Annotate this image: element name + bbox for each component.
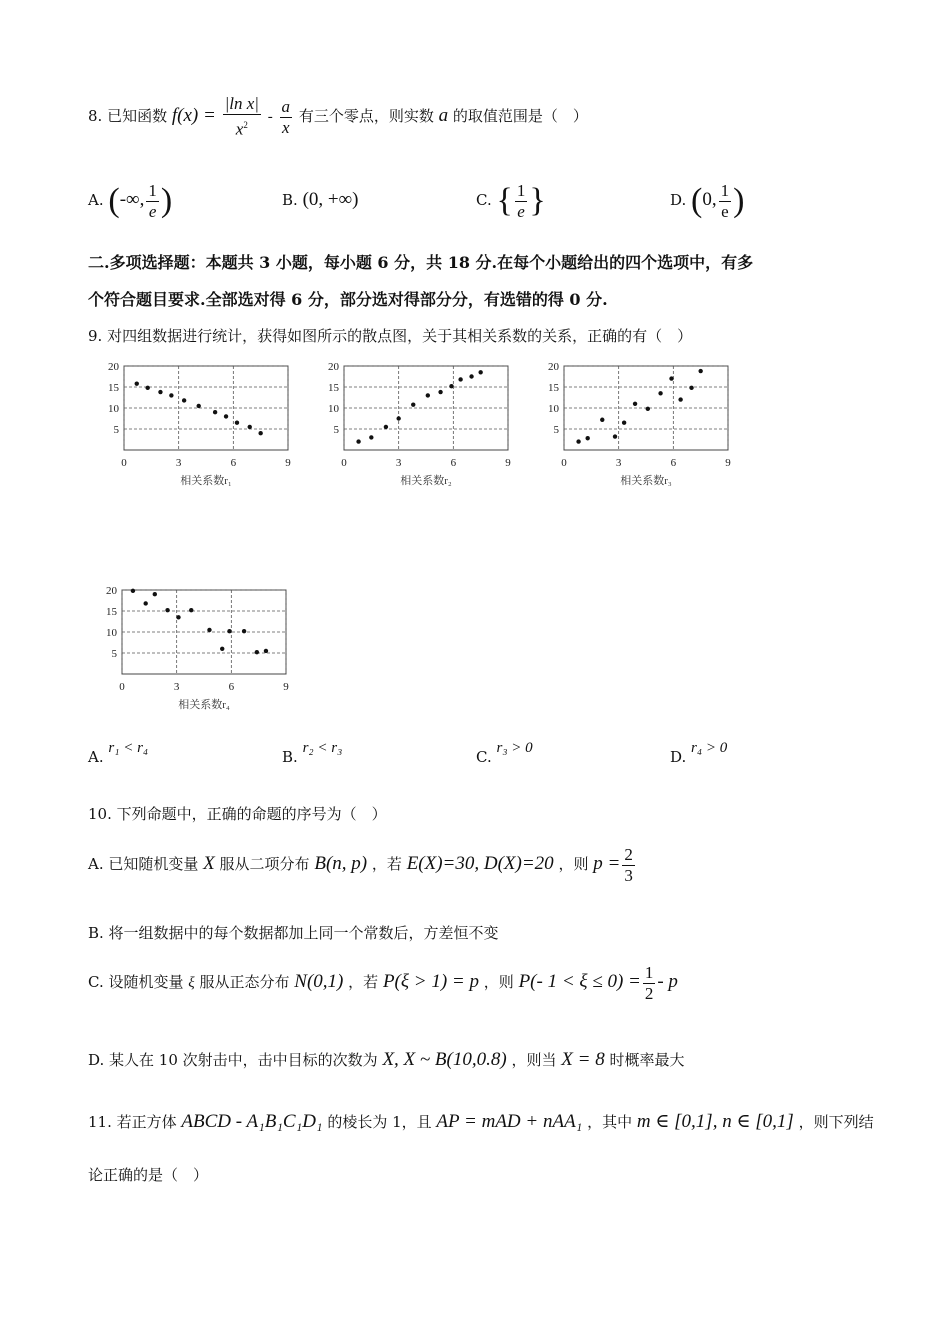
x-tick-label: 3 (175, 457, 182, 469)
y-tick-label: 15 (106, 606, 117, 618)
data-point (242, 629, 246, 633)
x-tick-label: 3 (615, 457, 622, 469)
section2-line2: 个符合题目要求.全部选对得 6 分，部分选对得部分分，有选错的得 0 分. (88, 290, 608, 309)
data-point (646, 407, 650, 411)
y-tick-label: 5 (333, 424, 339, 436)
y-tick-label: 15 (328, 382, 339, 394)
y-tick-label: 5 (111, 648, 117, 660)
data-point (469, 374, 473, 378)
q8-option-b: B. (0, +∞) (282, 189, 359, 210)
q9-option-d: D. r₄ > 0 (670, 740, 728, 766)
data-point (131, 589, 135, 593)
data-point (227, 629, 231, 633)
q11-stem: 11. 若正方体 ABCD - A₁B₁C₁D₁ 的棱长为 1，且 AP = mAD + nAA₁ ，其中 m ∈ [0,1], n ∈ [0,1] ，则下列结 (88, 1111, 874, 1132)
q10-option-c: C. 设随机变量 ξ 服从正态分布 N(0,1) ，若 P(ξ > 1) = p ，则 P(- 1 < ξ ≤ 0) = $\frac{1}{2}$ - p (88, 962, 678, 1003)
q8-option-d: D. (0, $\frac{1}{e}$ ) (670, 180, 745, 221)
x-tick-label: 6 (450, 457, 457, 469)
scatter-svg-3 (538, 356, 738, 488)
data-point (384, 425, 388, 429)
q8-option-c: C. { $\frac{1}{e}$ } (476, 180, 546, 221)
data-point (145, 386, 149, 390)
q8-stem-before: 已知函数 (107, 107, 168, 125)
y-tick-label: 15 (548, 382, 559, 394)
x-tick-label: 0 (121, 457, 127, 469)
q10-option-b: B. 将一组数据中的每个数据都加上同一个常数后，方差恒不变 (88, 924, 499, 942)
data-point (224, 414, 228, 418)
y-tick-label: 5 (553, 424, 559, 436)
data-point (698, 369, 702, 373)
plot-caption: 相关系数r₄ (178, 699, 230, 711)
q8-number: 8. (88, 107, 103, 125)
q8-minus: - (267, 109, 273, 125)
x-tick-label: 0 (119, 681, 125, 693)
y-tick-label: 20 (548, 361, 559, 373)
data-point (600, 418, 604, 422)
data-point (478, 370, 482, 374)
q9-stem: 9. 对四组数据进行统计，获得如图所示的散点图，关于其相关系数的关系，正确的有（ ） (88, 327, 693, 345)
data-point (411, 402, 415, 406)
q8-fraction-ln: $\frac{\text{|ln x|}}{x^2}$ (224, 94, 259, 139)
q9-option-c: C. r₃ > 0 (476, 740, 533, 766)
section2-line1: 二.多项选择题：本题共 3 小题，每小题 6 分，共 18 分.在每个小题给出的四个选项中，有多 (88, 253, 754, 272)
x-tick-label: 9 (285, 457, 291, 469)
data-point (258, 431, 262, 435)
data-point (169, 393, 173, 397)
data-point (585, 436, 589, 440)
data-point (669, 376, 673, 380)
y-tick-label: 5 (113, 424, 119, 436)
y-tick-label: 10 (106, 627, 117, 639)
q8-stem-mid: 有三个零点，则实数 (298, 107, 434, 125)
plot-caption: 相关系数r₃ (620, 475, 672, 487)
data-point (369, 435, 373, 439)
data-point (678, 397, 682, 401)
y-tick-label: 10 (548, 403, 559, 415)
data-point (213, 410, 217, 414)
data-point (135, 381, 139, 385)
y-tick-label: 15 (108, 382, 119, 394)
data-point (449, 384, 453, 388)
plot-caption: 相关系数r₁ (180, 475, 232, 487)
q8-stem-after: 的取值范围是（ ） (452, 107, 588, 125)
q8-option-a: A. (-∞, $\frac{1}{e}$ ) (88, 180, 173, 221)
q10-option-a: A. 已知随机变量 X 服从二项分布 B(n, p) ，若 E(X)=30, D(X)=20 ，则 p = $\frac{2}{3}$ (88, 844, 633, 885)
data-point (689, 386, 693, 390)
data-point (207, 628, 211, 632)
y-tick-label: 20 (328, 361, 339, 373)
q10-stem: 10. 下列命题中，正确的命题的序号为（ ） (88, 805, 387, 823)
data-point (622, 421, 626, 425)
data-point (248, 425, 252, 429)
scatter-plot-2 (318, 356, 518, 488)
y-tick-label: 20 (106, 585, 117, 597)
scatter-plot-4 (96, 580, 296, 712)
scatter-plot-1 (98, 356, 298, 488)
x-tick-label: 3 (395, 457, 402, 469)
x-tick-label: 9 (505, 457, 511, 469)
x-tick-label: 6 (228, 681, 235, 693)
q10-option-d: D. 某人在 10 次射击中，击中目标的次数为 X, X ~ B(10,0.8) ，则当 X = 8 时概率最大 (88, 1049, 685, 1070)
data-point (613, 434, 617, 438)
q8-stem (88, 88, 588, 144)
q9-option-a: A. r₁ < r₄ (88, 740, 149, 766)
x-tick-label: 3 (173, 681, 180, 693)
data-point (255, 650, 259, 654)
data-point (426, 393, 430, 397)
data-point (143, 601, 147, 605)
x-tick-label: 9 (725, 457, 731, 469)
scatter-plot-3 (538, 356, 738, 488)
data-point (576, 439, 580, 443)
y-tick-label: 20 (108, 361, 119, 373)
q8-fx: f(x) = (171, 105, 216, 126)
data-point (396, 416, 400, 420)
data-point (235, 421, 239, 425)
data-point (182, 398, 186, 402)
data-point (658, 391, 662, 395)
q9-option-b: B. r₂ < r₃ (282, 740, 343, 766)
q8-var-a: a (438, 105, 449, 126)
data-point (176, 615, 180, 619)
data-point (165, 608, 169, 612)
scatter-svg-2 (318, 356, 518, 488)
scatter-svg-1 (98, 356, 298, 488)
data-point (356, 439, 360, 443)
q8-fraction-ax: $\frac{a}{x}$ (281, 96, 291, 137)
data-point (197, 404, 201, 408)
x-tick-label: 0 (341, 457, 347, 469)
x-tick-label: 9 (283, 681, 289, 693)
q11-stem-line2: 论正确的是（ ） (88, 1166, 209, 1184)
data-point (438, 390, 442, 394)
data-point (220, 647, 224, 651)
y-tick-label: 10 (108, 403, 119, 415)
x-tick-label: 6 (670, 457, 677, 469)
scatter-svg-4 (96, 580, 296, 712)
data-point (458, 377, 462, 381)
plot-caption: 相关系数r₂ (400, 475, 452, 487)
x-tick-label: 6 (230, 457, 237, 469)
data-point (189, 608, 193, 612)
data-point (153, 592, 157, 596)
y-tick-label: 10 (328, 403, 339, 415)
data-point (264, 649, 268, 653)
data-point (633, 402, 637, 406)
x-tick-label: 0 (561, 457, 567, 469)
data-point (158, 390, 162, 394)
